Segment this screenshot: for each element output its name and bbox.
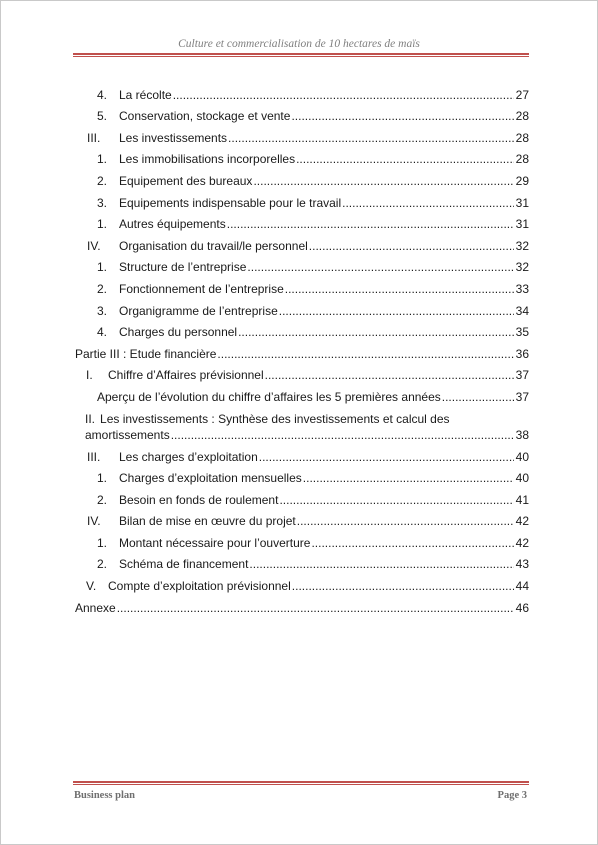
toc-leader-dots bbox=[249, 556, 514, 572]
toc-entry-label: Annexe bbox=[75, 600, 116, 615]
toc-leader-dots bbox=[292, 578, 514, 594]
toc-entry-label: Les immobilisations incorporelles bbox=[119, 152, 296, 167]
toc-entry-label: Conservation, stockage et vente bbox=[119, 109, 291, 124]
toc-entry-label: Charges d’exploitation mensuelles bbox=[119, 471, 302, 486]
toc-entry[interactable] bbox=[75, 103, 529, 125]
toc-page-number: 40 bbox=[515, 471, 529, 486]
toc-leader-dots bbox=[342, 195, 514, 211]
toc-entry[interactable] bbox=[75, 508, 529, 530]
toc-entry[interactable] bbox=[75, 297, 529, 319]
toc-entry[interactable] bbox=[75, 81, 529, 103]
toc-entry[interactable] bbox=[75, 167, 529, 189]
toc-entry-number: 1. bbox=[97, 260, 108, 275]
toc-leader-dots bbox=[265, 367, 514, 383]
toc-leader-dots bbox=[253, 173, 514, 189]
toc-entry[interactable] bbox=[75, 572, 529, 594]
toc-entry[interactable] bbox=[75, 189, 529, 211]
toc-entry-label: Charges du personnel bbox=[119, 325, 238, 340]
toc-page-number: 40 bbox=[515, 449, 529, 464]
toc-entry[interactable] bbox=[75, 405, 529, 443]
header-rule bbox=[73, 53, 529, 57]
toc-entry-label: Les charges d’exploitation bbox=[119, 449, 258, 464]
toc-page-number: 28 bbox=[515, 152, 529, 167]
toc-entry-label: Les investissements : Synthèse des investissements et calcul des bbox=[100, 411, 450, 426]
toc-leader-dots bbox=[279, 303, 514, 319]
toc-entry-label-continued: amortissements bbox=[85, 427, 170, 442]
footer-doc-title: Business plan bbox=[74, 790, 135, 801]
running-header: Culture et commercialisation de 10 hectares de maïs bbox=[178, 38, 420, 50]
toc-leader-dots bbox=[247, 259, 514, 275]
toc-page-number: 33 bbox=[515, 281, 529, 296]
toc-leader-dots bbox=[259, 449, 514, 465]
toc-page-number: 36 bbox=[515, 346, 529, 361]
toc-entry-label: Besoin en fonds de roulement bbox=[119, 492, 279, 507]
toc-entry-label: Bilan de mise en œuvre du projet bbox=[119, 514, 296, 529]
toc-leader-dots bbox=[227, 216, 514, 232]
toc-entry-label: Montant nécessaire pour l’ouverture bbox=[119, 535, 311, 550]
toc-entry[interactable] bbox=[75, 146, 529, 168]
footer-page-number: Page 3 bbox=[497, 790, 527, 801]
toc-entry[interactable] bbox=[75, 486, 529, 508]
toc-leader-dots bbox=[217, 346, 514, 362]
toc-entry[interactable] bbox=[75, 340, 529, 362]
toc-entry-label: La récolte bbox=[119, 87, 172, 102]
toc-entry-number: 1. bbox=[97, 471, 108, 486]
toc-page-number: 28 bbox=[515, 130, 529, 145]
toc-entry-number: 2. bbox=[97, 173, 108, 188]
toc-page-number: 29 bbox=[515, 173, 529, 188]
toc-entry-number: IV. bbox=[87, 238, 101, 253]
toc-page-number: 34 bbox=[515, 303, 529, 318]
toc-leader-dots bbox=[297, 513, 514, 529]
toc-leader-dots bbox=[171, 427, 514, 443]
toc-leader-dots bbox=[279, 492, 514, 508]
toc-entry-number: 1. bbox=[97, 535, 108, 550]
toc-entry[interactable] bbox=[75, 232, 529, 254]
toc-entry-number: 5. bbox=[97, 109, 108, 124]
toc-entry-number: III. bbox=[87, 130, 101, 145]
toc-entry-number: V. bbox=[86, 579, 97, 594]
toc-entry-label: Equipements indispensable pour le travail bbox=[119, 195, 342, 210]
toc-entry[interactable] bbox=[75, 529, 529, 551]
toc-page-number: 46 bbox=[515, 600, 529, 615]
toc-entry-label: Fonctionnement de l’entreprise bbox=[119, 281, 284, 296]
toc-page-number: 27 bbox=[515, 87, 529, 102]
toc-leader-dots bbox=[238, 324, 514, 340]
toc-page-number: 35 bbox=[515, 325, 529, 340]
toc-leader-dots bbox=[311, 535, 514, 551]
toc-entry[interactable] bbox=[75, 254, 529, 276]
toc-leader-dots bbox=[173, 87, 514, 103]
toc-entry[interactable] bbox=[75, 275, 529, 297]
toc-entry-label: Compte d’exploitation prévisionnel bbox=[108, 579, 291, 594]
toc-entry-label: Schéma de financement bbox=[119, 557, 249, 572]
toc-page-number: 41 bbox=[515, 492, 529, 507]
toc-entry-number: I. bbox=[86, 368, 93, 383]
toc-entry[interactable] bbox=[75, 319, 529, 341]
toc-leader-dots bbox=[291, 108, 514, 124]
toc-entry-label: Autres équipements bbox=[119, 217, 226, 232]
toc-entry-number: 3. bbox=[97, 195, 108, 210]
toc-leader-dots bbox=[117, 600, 514, 616]
toc-entry-number: IV. bbox=[87, 514, 101, 529]
toc-entry-number: 2. bbox=[97, 492, 108, 507]
toc-entry-number: 2. bbox=[97, 557, 108, 572]
toc-entry-label: Chiffre d’Affaires prévisionnel bbox=[108, 368, 264, 383]
toc-page-number: 28 bbox=[515, 109, 529, 124]
toc-entry-label: Organisation du travail/le personnel bbox=[119, 238, 308, 253]
toc-leader-dots bbox=[228, 130, 514, 146]
toc-entry-label: Equipement des bureaux bbox=[119, 173, 253, 188]
toc-entry-number: 1. bbox=[97, 217, 108, 232]
toc-entry[interactable] bbox=[75, 124, 529, 146]
toc-page-number: 42 bbox=[515, 514, 529, 529]
toc-page-number: 42 bbox=[515, 535, 529, 550]
toc-leader-dots bbox=[309, 238, 514, 254]
toc-entry-number: 2. bbox=[97, 281, 108, 296]
toc-entry-number: 4. bbox=[97, 87, 108, 102]
toc-entry[interactable] bbox=[75, 383, 529, 405]
table-of-contents bbox=[75, 81, 529, 616]
toc-entry-number: III. bbox=[87, 449, 101, 464]
toc-entry[interactable] bbox=[75, 465, 529, 487]
toc-page-number: 38 bbox=[515, 427, 529, 442]
toc-page-number: 31 bbox=[515, 217, 529, 232]
toc-entry[interactable] bbox=[75, 211, 529, 233]
toc-entry-number: II. bbox=[85, 411, 96, 426]
toc-page-number: 37 bbox=[515, 368, 529, 383]
toc-leader-dots bbox=[303, 470, 514, 486]
toc-entry-number: 3. bbox=[97, 303, 108, 318]
toc-entry[interactable] bbox=[75, 551, 529, 573]
toc-entry[interactable] bbox=[75, 443, 529, 465]
toc-entry-label: Partie III : Etude financière bbox=[75, 346, 217, 361]
toc-entry-label: Organigramme de l’entreprise bbox=[119, 303, 278, 318]
toc-entry-number: 1. bbox=[97, 152, 108, 167]
toc-page-number: 32 bbox=[515, 260, 529, 275]
toc-page-number: 44 bbox=[515, 579, 529, 594]
toc-leader-dots bbox=[285, 281, 514, 297]
toc-page-number: 31 bbox=[515, 195, 529, 210]
footer-rule bbox=[73, 781, 529, 785]
toc-entry-label: Aperçu de l’évolution du chiffre d’affaires les 5 premières années bbox=[97, 389, 441, 404]
toc-page-number: 32 bbox=[515, 238, 529, 253]
toc-entry-number: 4. bbox=[97, 325, 108, 340]
toc-entry-label: Structure de l’entreprise bbox=[119, 260, 247, 275]
toc-page-number: 43 bbox=[515, 557, 529, 572]
toc-leader-dots bbox=[442, 389, 514, 405]
toc-entry[interactable] bbox=[75, 594, 529, 616]
toc-leader-dots bbox=[296, 151, 514, 167]
toc-entry-label: Les investissements bbox=[119, 130, 228, 145]
toc-entry[interactable] bbox=[75, 362, 529, 384]
toc-page-number: 37 bbox=[515, 389, 529, 404]
